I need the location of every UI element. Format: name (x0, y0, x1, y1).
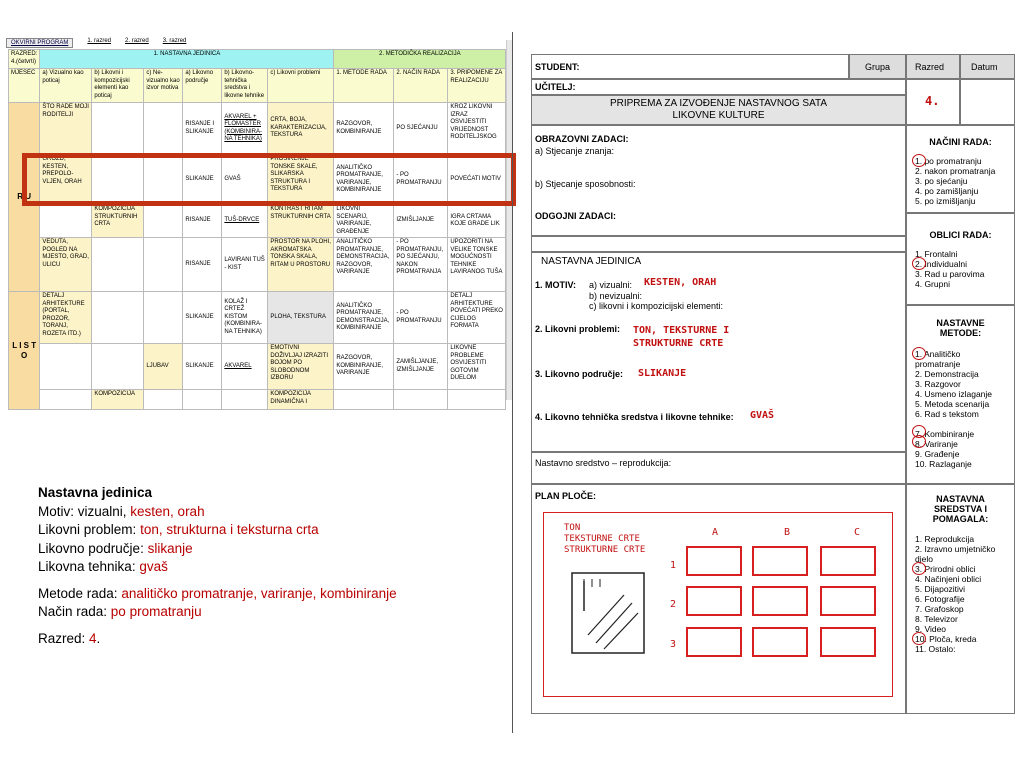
board-rect (752, 627, 808, 657)
table-cell: PLOHA, TEKSTURA (268, 292, 334, 344)
col-header: 1. METODE RADA (334, 69, 394, 103)
table-cell: RISANJE (183, 205, 222, 238)
table-cell: RISANJE (183, 238, 222, 292)
program-table (8, 49, 506, 410)
motiv-row (535, 280, 576, 290)
table-cell (40, 205, 92, 238)
group-header-nastavna: 1. NASTAVNA JEDINICA (40, 50, 334, 69)
board-rect (752, 586, 808, 616)
sposobnosti-label: b) Stjecanje sposobnosti: (535, 179, 636, 189)
table-cell: IGRA CRTAMA KOJE GRADE LIK (448, 205, 506, 238)
sredstva-title-line: SREDSTVA I (933, 504, 987, 514)
table-cell: - PO PROMATRANJU (394, 292, 448, 344)
summary-razred (38, 630, 508, 649)
summary-label: Način rada: (38, 604, 111, 619)
summary-metode (38, 585, 508, 604)
table-cell: POVEĆATI MOTIV (448, 155, 506, 205)
board-rect (820, 627, 876, 657)
summary-label: Likovni problem: (38, 522, 141, 537)
table-cell: PO SJEĆANJU (394, 103, 448, 155)
table-cell (40, 390, 92, 410)
selection-circle (912, 257, 926, 270)
col-header: c) Ne-vizualno kao izvor motiva (144, 69, 183, 103)
table-cell: RAZGOVOR, KOMBINIRANJE, VARIRANJE (334, 344, 394, 390)
table-cell: GROŽĐ, KESTEN, PREPOLO-VLJEN, ORAH (40, 155, 92, 205)
nacini-list (915, 156, 995, 206)
group-header-metodicka: 2. METODIČKA REALIZACIJA (334, 50, 506, 69)
table-cell: CRTA, BOJA, KARAKTERIZACIJA, TEKSTURA (268, 103, 334, 155)
motiv-label: 1. MOTIV: (535, 280, 577, 290)
selection-circle (912, 435, 926, 448)
board-col-label: C (854, 527, 861, 538)
table-cell (183, 390, 222, 410)
table-cell: KOMPOZICIJA DINAMIČNA I (268, 390, 334, 410)
list-item: 3. Prirodni oblici (915, 564, 976, 574)
nastavna-jedinica-label: NASTAVNA JEDINICA (541, 256, 642, 267)
table-cell (394, 390, 448, 410)
razred-value: 4. (925, 94, 940, 108)
list-item: 5. Dijapozitivi (915, 584, 966, 594)
form-title-line: LIKOVNE KULTURE (672, 110, 765, 121)
table-cell: PROSTOR NA PLOHI, AKROMATSKA TONSKA SKALA, RITAM U PROSTORU (268, 238, 334, 292)
table-cell: AKVAREL + FLOMASTER (KOMBINIRA-NA TEHNIKA) (222, 103, 268, 155)
problemi-label: 2. Likovni problemi: (535, 324, 621, 334)
list-item: 4. Načinjeni oblici (915, 574, 982, 584)
podrucje-value: SLIKANJE (638, 368, 687, 379)
table-cell: LJUBAV (144, 344, 183, 390)
form-title (531, 98, 906, 122)
summary-value: slikanje (147, 540, 193, 556)
list-item: 2. Izravno umjetničko (915, 544, 996, 554)
summary-problem (38, 521, 508, 540)
oblici-title: OBLICI RADA: (929, 230, 992, 240)
summary-value: analitičko promatranje, variranje, kombiniranje (121, 585, 397, 601)
board-row-label: 2 (670, 599, 677, 610)
ucitelj-label: UČITELJ: (535, 82, 576, 92)
col-header: 3. PRIPOMENE ZA REALIZACIJU (448, 69, 506, 103)
problemi-value: STRUKTURNE CRTE (633, 338, 724, 349)
table-cell: LIKOVNI SCENARIJ, VARIRANJE, GRAĐENJE (334, 205, 394, 238)
col-header: b) Likovni i kompozicijski elementi kao poticaj (92, 69, 144, 103)
table-cell: ZAMIŠLJANJE, IZMIŠLJANJE (394, 344, 448, 390)
grupa-label: Grupa (865, 62, 891, 72)
table-cell: RISANJE I SLIKANJE (183, 103, 222, 155)
board-rect (686, 627, 742, 657)
metode-list (915, 349, 992, 469)
summary-label: Razred: (38, 630, 90, 646)
list-item: 6. Fotografije (915, 594, 965, 604)
highlight-box (22, 153, 516, 206)
table-cell (334, 390, 394, 410)
table-cell: IZMIŠLJANJE (394, 205, 448, 238)
table-cell: SLIKANJE (183, 344, 222, 390)
col-header: 2. NAČIN RADA (394, 69, 448, 103)
board-rect (820, 586, 876, 616)
board-col-label: A (712, 527, 719, 538)
metode-title-line: METODE: (939, 328, 982, 338)
summary-podrucje (38, 540, 508, 559)
table-cell: KOMPOZICIJA STRUKTURNIH CRTA (92, 205, 144, 238)
list-item: promatranje (915, 359, 961, 369)
lesson-prep-form (512, 32, 1024, 733)
summary-value: ton, strukturna i teksturna crta (140, 522, 319, 537)
list-item: 7. Kombiniranje (915, 429, 975, 439)
table-cell: KOLAŽ I CRTEŽ KISTOM (KOMBINIRA-NA TEHNIKA) (222, 292, 268, 344)
table-row (9, 292, 506, 344)
summary-value: 4 (89, 630, 97, 646)
sredstvo-label: Nastavno sredstvo – reprodukcija: (535, 458, 672, 468)
table-cell: KOMPOZICIJA (92, 390, 144, 410)
sketch-drawing (570, 571, 646, 655)
tab-razred-1[interactable]: 1. razred (87, 38, 112, 44)
list-item: 9. Građenje (915, 449, 960, 459)
summary-motiv (38, 503, 508, 522)
table-cell (222, 390, 268, 410)
nastavna-jedinica-cell (531, 252, 906, 452)
table-cell: GVAŠ (222, 155, 268, 205)
list-item: 4. po zamišljanju (915, 186, 979, 196)
summary-label: Metode rada: (38, 585, 122, 601)
lesson-summary (38, 484, 508, 648)
table-cell (448, 390, 506, 410)
table-cell: ŠTO RADE MOJI RODITELJI (40, 103, 92, 155)
table-cell: KROZ LIKOVNI IZRAZ OSVIJESTITI VRIJEDNOST RODITELJSKOG (448, 103, 506, 155)
board-row-label: 3 (670, 639, 677, 650)
col-header: c) Likovni problemi (268, 69, 334, 103)
motiv-a-label: a) vizualni: (589, 280, 633, 290)
list-item: 11. Ostalo: (915, 644, 956, 654)
list-spacer (915, 419, 992, 429)
list-item: 2. Demonstracija (915, 369, 979, 379)
list-item: 2. Individualni (915, 259, 967, 269)
table-cell (144, 205, 183, 238)
metode-title (906, 318, 1015, 338)
table-cell: DETALJ ARHITEKTURE (PORTAL, PROZOR, TORANJ, ROZETA ITD.) (40, 292, 92, 344)
plan-label: PLAN PLOČE: (535, 491, 597, 501)
board-heading-line: TEKSTURNE CRTE (564, 534, 640, 544)
table-cell (144, 238, 183, 292)
summary-label: Likovno područje: (38, 540, 148, 556)
col-header: MJESEC (9, 69, 40, 103)
list-item: 8. Televizor (915, 614, 958, 624)
table-cell: TUŠ-DRVCE (222, 205, 268, 238)
table-cell (144, 103, 183, 155)
sredstva-title-line: NASTAVNA (936, 494, 985, 504)
metode-title-line: NASTAVNE (936, 318, 985, 328)
selection-circle (912, 154, 926, 167)
list-item: 1. Frontalni (915, 249, 958, 259)
program-tabs (6, 38, 186, 48)
summary-label: Likovna tehnika: (38, 559, 140, 574)
list-item: 3. Razgovor (915, 379, 961, 389)
table-cell: AKVAREL (222, 344, 268, 390)
spacer-cell (531, 236, 906, 252)
selection-circle (912, 632, 926, 645)
list-item: 9. Video (915, 624, 947, 634)
table-cell (92, 103, 144, 155)
sredstva-title (906, 494, 1015, 524)
table-cell: KONTRAST RITAM STRUKTURNIH CRTA (268, 205, 334, 238)
table-row (9, 103, 506, 155)
table-row (9, 238, 506, 292)
list-item: 4. Grupni (915, 279, 950, 289)
list-item: 10. Razlaganje (915, 459, 972, 469)
tab-okvirni-program[interactable]: OKVIRNI PROGRAM (6, 38, 73, 48)
table-cell: - PO PROMATRANJU, PO SJEĆANJU, NAKON PROMATRANJA (394, 238, 448, 292)
list-item: 10. Ploča, kreda (915, 634, 977, 644)
table-cell: UPOZORITI NA VELIKE TONSKE MOGUĆNOSTI TEHNIKE LAVIRANOG TUŠA (448, 238, 506, 292)
tehnike-label: 4. Likovno tehnička sredstva i likovne tehnike: (535, 412, 734, 422)
summary-value: gvaš (139, 559, 168, 574)
board-row-label: 1 (670, 560, 677, 571)
board-rect (686, 586, 742, 616)
motiv-a-value: KESTEN, ORAH (644, 277, 717, 288)
nacini-title: NAČINI RADA: (929, 137, 992, 147)
summary-tehnika (38, 558, 508, 577)
section-label: R U (9, 103, 40, 292)
table-cell: EMOTIVNI DOŽIVLJAJ IZRAZITI BOJOM PO SLOBODNOM IZBORU (268, 344, 334, 390)
tehnike-value: GVAŠ (750, 410, 775, 421)
table-row (9, 390, 506, 410)
problemi-value: TON, TEKSTURNE I (633, 325, 730, 336)
list-item: 1. Analitičko (915, 349, 961, 359)
list-item: 3. Rad u parovima (915, 269, 985, 279)
datum-value-cell (960, 79, 1015, 125)
table-row (9, 205, 506, 238)
oblici-list (915, 249, 984, 289)
obrazovni-label: OBRAZOVNI ZADACI: (535, 134, 629, 144)
razred-cell: RAZRED: 4.(četvrti) (9, 50, 40, 69)
table-cell: RAZGOVOR, KOMBINIRANJE (334, 103, 394, 155)
list-item: djelo (915, 554, 933, 564)
summary-title: Nastavna jedinica (38, 485, 153, 500)
col-header: b) Likovno-tehnička sredstva i likovne tehnike (222, 69, 268, 103)
col-header: a) Vizualno kao poticaj (40, 69, 92, 103)
board-rect (686, 546, 742, 576)
selection-circle (912, 347, 926, 360)
list-item: 5. po izmišljanju (915, 196, 976, 206)
board-rect (752, 546, 808, 576)
sredstva-list (915, 534, 995, 654)
board-heading-line: STRUKTURNE CRTE (564, 545, 646, 555)
table-cell: SLIKANJE (183, 155, 222, 205)
odgojni-label: ODGOJNI ZADACI: (535, 211, 616, 221)
sredstvo-cell (531, 452, 906, 484)
datum-label: Datum (971, 62, 998, 72)
table-cell (92, 292, 144, 344)
board-heading-line: TON (564, 523, 581, 533)
table-cell: ANALITIČKO PROMATRANJE, DEMONSTRACIJA, KOMBINIRANJE (334, 292, 394, 344)
list-item: 2. nakon promatranja (915, 166, 996, 176)
blackboard-drawing (543, 512, 893, 697)
section-label: L I S T O (9, 292, 40, 410)
table-cell: DETALJ ARHITEKTURE POVEĆATI PREKO CIJELOG FORMATA (448, 292, 506, 344)
table-cell: ANALITIČKO PROMATRANJE, DEMONSTRACIJA, RAZGOVOR, VARIRANJE (334, 238, 394, 292)
list-item: 5. Metoda scenarija (915, 399, 990, 409)
list-item: 1. po promatranju (915, 156, 982, 166)
tab-razred-3[interactable]: 3. razred (162, 38, 187, 44)
znanja-label: a) Stjecanje znanja: (535, 146, 615, 156)
sredstva-title-line: POMAGALA: (932, 514, 989, 524)
list-item: 3. po sjećanju (915, 176, 968, 186)
table-cell: - PO PROMATRANJU (394, 155, 448, 205)
table-cell (92, 344, 144, 390)
ucitelj-field (531, 79, 906, 95)
list-item: 7. Grafoskop (915, 604, 964, 614)
table-cell: SLIKANJE (183, 292, 222, 344)
tab-razred-2[interactable]: 2. razred (125, 38, 149, 44)
table-cell (40, 344, 92, 390)
list-item: 1. Reprodukcija (915, 534, 975, 544)
summary-value: po promatranju (110, 604, 202, 619)
table-cell: PROŠIRENJE TONSKE SKALE, SLIKARSKA STRUKTURA I TEKSTURA (268, 155, 334, 205)
summary-dot: . (96, 630, 101, 646)
table-cell: LIKOVNE PROBLEME OSVIJESTITI GOTOVIM DUELOM (448, 344, 506, 390)
table-cell: LAVIRANI TUŠ - KIST (222, 238, 268, 292)
summary-value: kesten, orah (130, 503, 205, 519)
podrucje-label: 3. Likovno područje: (535, 369, 624, 379)
table-cell: VEDUTA, POGLED NA MJESTO, GRAD, ULICU (40, 238, 92, 292)
summary-nacin (38, 603, 508, 622)
summary-label: Motiv: vizualni, (38, 503, 131, 519)
table-cell (144, 292, 183, 344)
motiv-b-label: b) nevizualni: (589, 291, 643, 301)
razred-label: Razred (915, 62, 945, 72)
board-col-label: B (784, 527, 791, 538)
selection-circle (912, 562, 926, 575)
board-rect (820, 546, 876, 576)
table-cell (144, 390, 183, 410)
col-header: a) Likovno područje (183, 69, 222, 103)
form-title-line: PRIPREMA ZA IZVOĐENJE NASTAVNOG SATA (609, 98, 828, 109)
table-cell (92, 238, 144, 292)
table-row (9, 344, 506, 390)
list-item: 4. Usmeno izlaganje (915, 389, 993, 399)
motiv-c-label: c) likovni i kompozicijski elementi: (589, 301, 724, 311)
board-heading (564, 523, 645, 556)
list-item: 8. Variranje (915, 439, 958, 449)
table-cell: ANALITIČKO PROMATRANJE, VARIRANJE, KOMBINIRANJE (334, 155, 394, 205)
list-item: 6. Rad s tekstom (915, 409, 979, 419)
student-label: STUDENT: (535, 62, 580, 72)
